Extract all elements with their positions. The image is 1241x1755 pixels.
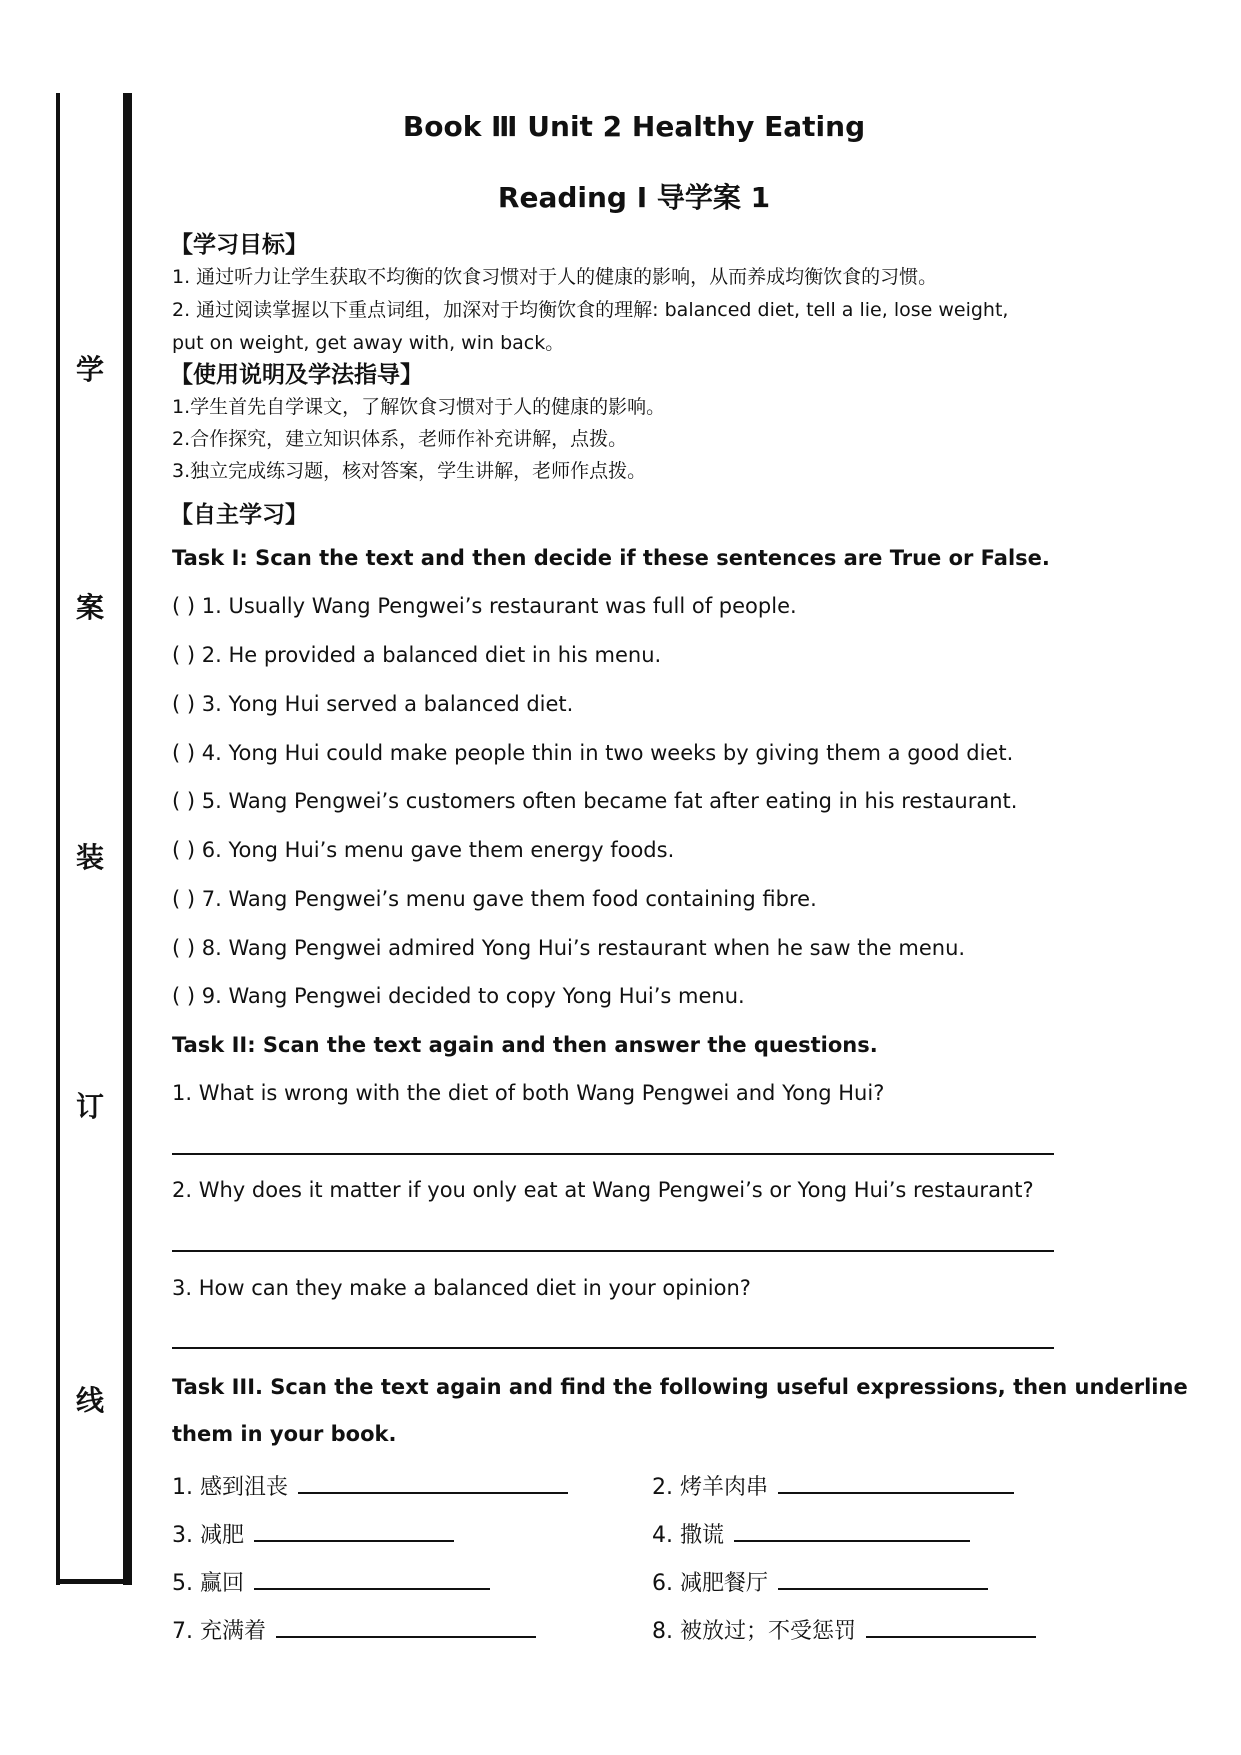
task2-question-2: 2. Why does it matter if you only eat at Wang Pengwei’s or Yong Hui’s restaurant? <box>172 1178 1034 1202</box>
task1-item-1: ( ) 1. Usually Wang Pengwei’s restaurant was full of people. <box>172 594 797 618</box>
instructions-heading: 【使用说明及学法指导】 <box>170 362 423 388</box>
margin-char-1: 学 <box>75 353 104 386</box>
page-subtitle: Reading I 导学案 1 <box>497 181 771 214</box>
expression-3-text: 3. 减肥 <box>172 1523 244 1548</box>
expression-4 <box>652 1518 970 1549</box>
answer-line-1[interactable] <box>172 1153 1054 1155</box>
task1-heading: Task I: Scan the text and then decide if these sentences are True or False. <box>172 546 1050 570</box>
expression-7-text: 7. 充满着 <box>172 1619 266 1644</box>
task1-item-4: ( ) 4. Yong Hui could make people thin in two weeks by giving them a good diet. <box>172 741 1014 765</box>
expression-6-blank[interactable] <box>778 1568 988 1590</box>
expression-6-text: 6. 减肥餐厅 <box>652 1571 768 1596</box>
expression-3 <box>172 1518 454 1549</box>
margin-char-5: 线 <box>75 1384 104 1417</box>
expression-5-text: 5. 赢回 <box>172 1571 244 1596</box>
expression-3-blank[interactable] <box>254 1520 454 1542</box>
task1-item-3: ( ) 3. Yong Hui served a balanced diet. <box>172 692 574 716</box>
instruction-item-1: 1.学生首先自学课文，了解饮食习惯对于人的健康的影响。 <box>172 396 666 418</box>
expression-7-blank[interactable] <box>276 1616 536 1638</box>
self-study-heading: 【自主学习】 <box>170 502 308 528</box>
expression-6 <box>652 1566 988 1597</box>
page-title: Book Ⅲ Unit 2 Healthy Eating <box>402 110 866 143</box>
margin-char-4: 订 <box>75 1090 104 1123</box>
task2-heading: Task II: Scan the text again and then answer the questions. <box>172 1033 878 1057</box>
expression-8-text: 8. 被放过；不受惩罚 <box>652 1619 856 1644</box>
task2-question-1: 1. What is wrong with the diet of both Wang Pengwei and Yong Hui? <box>172 1081 885 1105</box>
expression-1 <box>172 1470 568 1501</box>
expression-4-text: 4. 撒谎 <box>652 1523 724 1548</box>
task1-item-8: ( ) 8. Wang Pengwei admired Yong Hui’s restaurant when he saw the menu. <box>172 936 966 960</box>
task3-heading-2: them in your book. <box>172 1422 397 1446</box>
expression-1-blank[interactable] <box>298 1472 568 1494</box>
task1-item-2: ( ) 2. He provided a balanced diet in his menu. <box>172 643 662 667</box>
objective-item-2a: 2. 通过阅读掌握以下重点词组，加深对于均衡饮食的理解: balanced diet, tell a lie, lose weight, <box>172 299 1009 321</box>
expression-2 <box>652 1470 1014 1501</box>
answer-line-2[interactable] <box>172 1250 1054 1252</box>
task1-item-5: ( ) 5. Wang Pengwei’s customers often became fat after eating in his restaurant. <box>172 789 1018 813</box>
objective-item-1: 1. 通过听力让学生获取不均衡的饮食习惯对于人的健康的影响，从而养成均衡饮食的习惯。 <box>172 266 938 288</box>
expression-1-text: 1. 感到沮丧 <box>172 1475 288 1500</box>
task2-question-3: 3. How can they make a balanced diet in your opinion? <box>172 1276 751 1300</box>
binding-line-thick <box>123 93 132 1585</box>
objectives-heading: 【学习目标】 <box>170 232 308 258</box>
expression-7 <box>172 1614 536 1645</box>
expression-8-blank[interactable] <box>866 1616 1036 1638</box>
task1-item-6: ( ) 6. Yong Hui’s menu gave them energy foods. <box>172 838 675 862</box>
objective-item-2b: put on weight, get away with, win back。 <box>172 332 565 354</box>
instruction-item-2: 2.合作探究，建立知识体系，老师作补充讲解，点拨。 <box>172 428 628 450</box>
task3-heading-1: Task III. Scan the text again and find the following useful expressions, then underline <box>172 1375 1188 1399</box>
task1-item-9: ( ) 9. Wang Pengwei decided to copy Yong Hui’s menu. <box>172 984 745 1008</box>
expression-2-text: 2. 烤羊肉串 <box>652 1475 768 1500</box>
margin-char-2: 案 <box>75 591 104 624</box>
binding-line-thin <box>56 93 60 1585</box>
expression-8 <box>652 1614 1036 1645</box>
expression-4-blank[interactable] <box>734 1520 970 1542</box>
expression-2-blank[interactable] <box>778 1472 1014 1494</box>
expression-5 <box>172 1566 490 1597</box>
expression-5-blank[interactable] <box>254 1568 490 1590</box>
binding-line-bottom <box>56 1579 132 1584</box>
task1-item-7: ( ) 7. Wang Pengwei’s menu gave them food containing fibre. <box>172 887 817 911</box>
instruction-item-3: 3.独立完成练习题，核对答案，学生讲解，老师作点拨。 <box>172 460 647 482</box>
margin-char-3: 装 <box>75 841 104 874</box>
answer-line-3[interactable] <box>172 1347 1054 1349</box>
